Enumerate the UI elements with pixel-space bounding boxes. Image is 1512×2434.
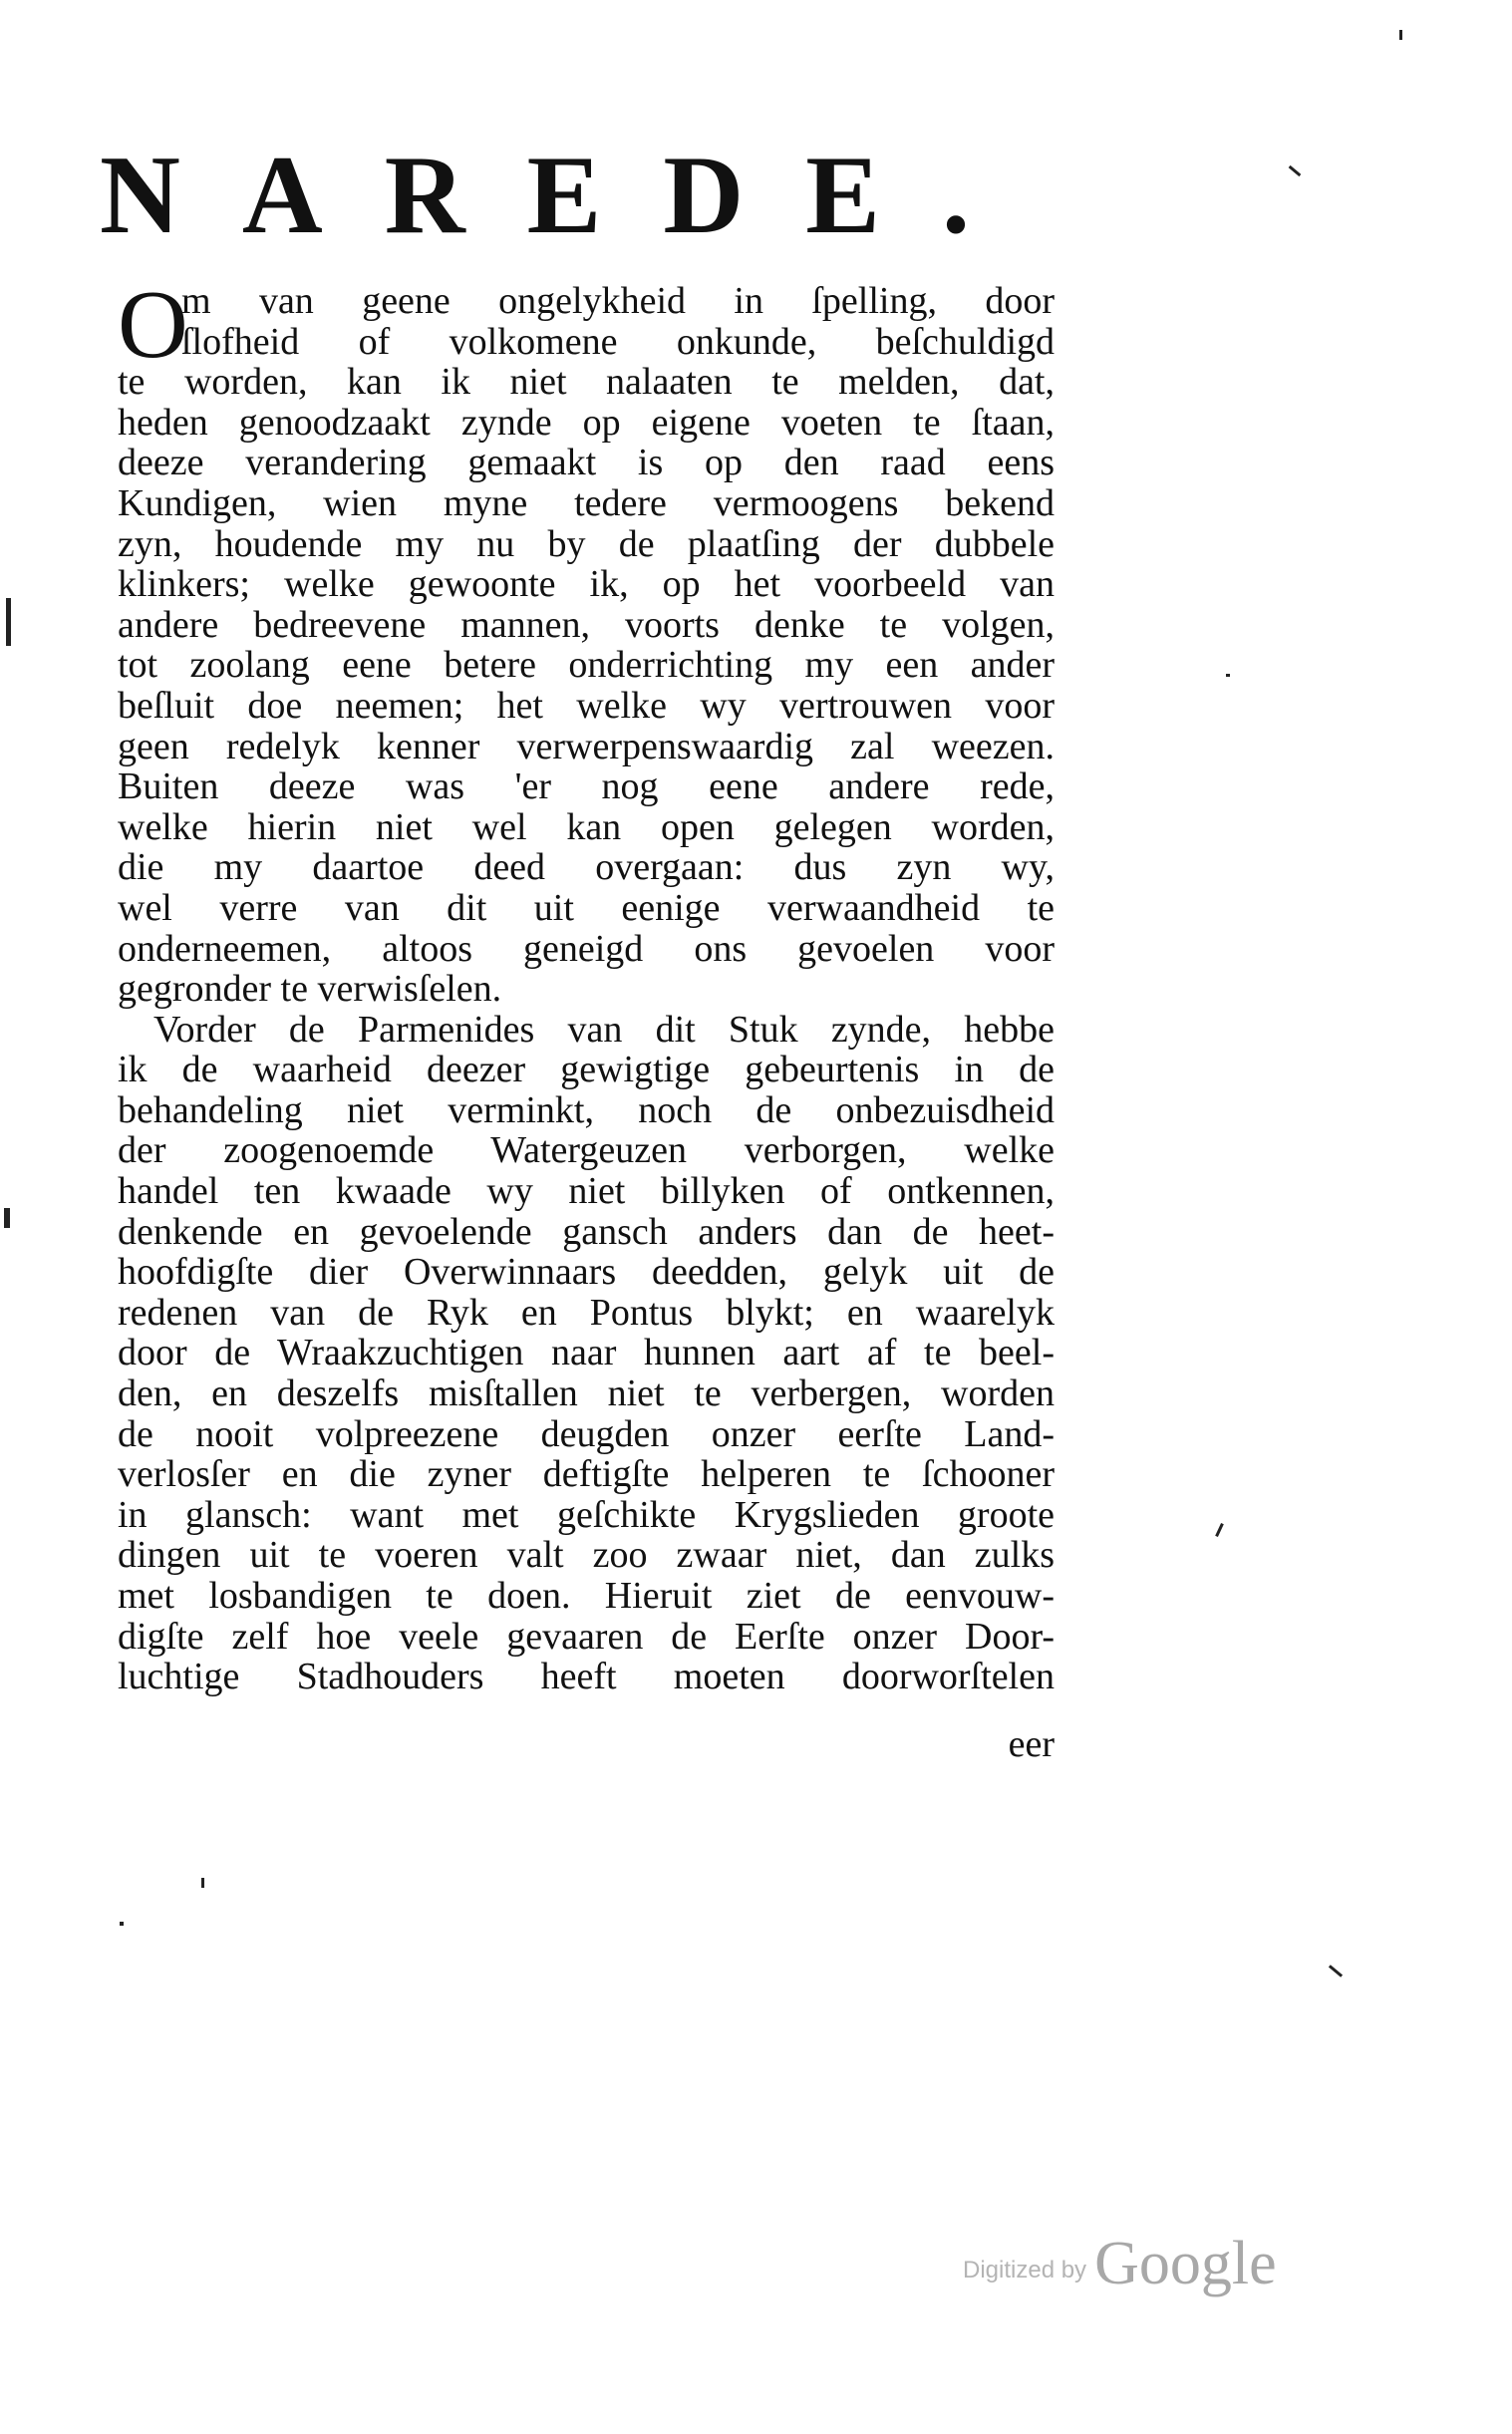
text-line: beſluit doe neemen; het welke wy vertrouwen voor bbox=[118, 684, 1055, 727]
text-line: luchtige Stadhouders heeft moeten doorworſtelen bbox=[118, 1656, 1055, 1698]
scan-speck bbox=[1289, 165, 1302, 176]
text-line: den, en deszelfs misſtallen niet te verbergen, worden bbox=[118, 1372, 1055, 1415]
text-line: redenen van de Ryk en Pontus blykt; en waarelyk bbox=[118, 1291, 1055, 1334]
scan-speck bbox=[6, 598, 11, 646]
text-line: te worden, kan ik niet nalaaten te melden, dat, bbox=[118, 361, 1055, 404]
text-line: andere bedreevene mannen, voorts denke te volgen, bbox=[118, 603, 1055, 646]
text-line: gegronder te verwisſelen. bbox=[118, 968, 502, 1011]
scan-speck bbox=[1399, 30, 1402, 40]
text-line: met losbandigen te doen. Hieruit ziet de eenvouw- bbox=[118, 1575, 1055, 1617]
text-line: ſlofheid of volkomene onkunde, beſchuldigd bbox=[181, 320, 1055, 363]
page-title: NAREDE. bbox=[100, 134, 1032, 257]
scan-speck bbox=[201, 1878, 204, 1888]
text-line: dingen uit te voeren valt zoo zwaar niet, dan zulks bbox=[118, 1534, 1055, 1577]
text-line: zyn, houdende my nu by de plaatſing der dubbele bbox=[118, 522, 1055, 565]
text-line: denkende en gevoelende gansch anders dan de heet- bbox=[118, 1210, 1055, 1253]
scan-speck bbox=[1226, 674, 1230, 677]
text-line: geen redelyk kenner verwerpenswaardig zal weezen. bbox=[118, 725, 1055, 767]
text-line: in glansch: want met geſchikte Krygslieden groote bbox=[118, 1493, 1055, 1536]
scan-speck bbox=[4, 1208, 10, 1228]
body-text bbox=[118, 271, 1055, 1698]
text-line: behandeling niet verminkt, noch de onbezuisdheid bbox=[118, 1088, 1055, 1131]
digitized-watermark bbox=[963, 2229, 1277, 2299]
text-line: hoofdigſte dier Overwinnaars deedden, gelyk uit de bbox=[118, 1251, 1055, 1294]
catchword: eer bbox=[1008, 1723, 1055, 1765]
text-line: deeze verandering gemaakt is op den raad eens bbox=[118, 442, 1055, 484]
text-line: welke hierin niet wel kan open gelegen worden, bbox=[118, 805, 1055, 848]
text-line: die my daartoe deed overgaan: dus zyn wy, bbox=[118, 846, 1055, 889]
text-line: Kundigen, wien myne tedere vermoogens bekend bbox=[118, 481, 1055, 524]
text-line: handel ten kwaade wy niet billyken of ontkennen, bbox=[118, 1170, 1055, 1213]
watermark-prefix: Digitized by bbox=[963, 2257, 1087, 2283]
text-line: ik de waarheid deezer gewigtige gebeurtenis in de bbox=[118, 1049, 1055, 1091]
text-line: de nooit volpreezene deugden onzer eerſte Land- bbox=[118, 1412, 1055, 1455]
text-line: Vorder de Parmenides van dit Stuk zynde, hebbe bbox=[153, 1008, 1055, 1051]
google-logo: Google bbox=[1094, 2230, 1277, 2297]
text-line: digſte zelf hoe veele gevaaren de Eerſte onzer Door- bbox=[118, 1615, 1055, 1658]
text-line: Buiten deeze was 'er nog eene andere rede, bbox=[118, 765, 1055, 808]
text-line: m van geene ongelykheid in ſpelling, door bbox=[181, 280, 1055, 322]
text-line: wel verre van dit uit eenige verwaandheid te bbox=[118, 886, 1055, 929]
text-line: door de Wraakzuchtigen naar hunnen aart af te beel- bbox=[118, 1332, 1055, 1374]
text-line: verlosſer en die zyner deftigſte helperen te ſchooner bbox=[118, 1453, 1055, 1496]
text-line: onderneemen, altoos geneigd ons gevoelen voor bbox=[118, 927, 1055, 970]
drop-cap: O bbox=[118, 271, 188, 379]
text-line: tot zoolang eene betere onderrichting my een ander bbox=[118, 644, 1055, 687]
scan-speck bbox=[1329, 1965, 1343, 1978]
text-line: der zoogenoemde Watergeuzen verborgen, welke bbox=[118, 1129, 1055, 1172]
scan-speck bbox=[120, 1922, 124, 1926]
text-line: klinkers; welke gewoonte ik, op het voorbeeld van bbox=[118, 563, 1055, 606]
text-line: heden genoodzaakt zynde op eigene voeten te ſtaan, bbox=[118, 401, 1055, 444]
scan-speck bbox=[1215, 1523, 1224, 1537]
